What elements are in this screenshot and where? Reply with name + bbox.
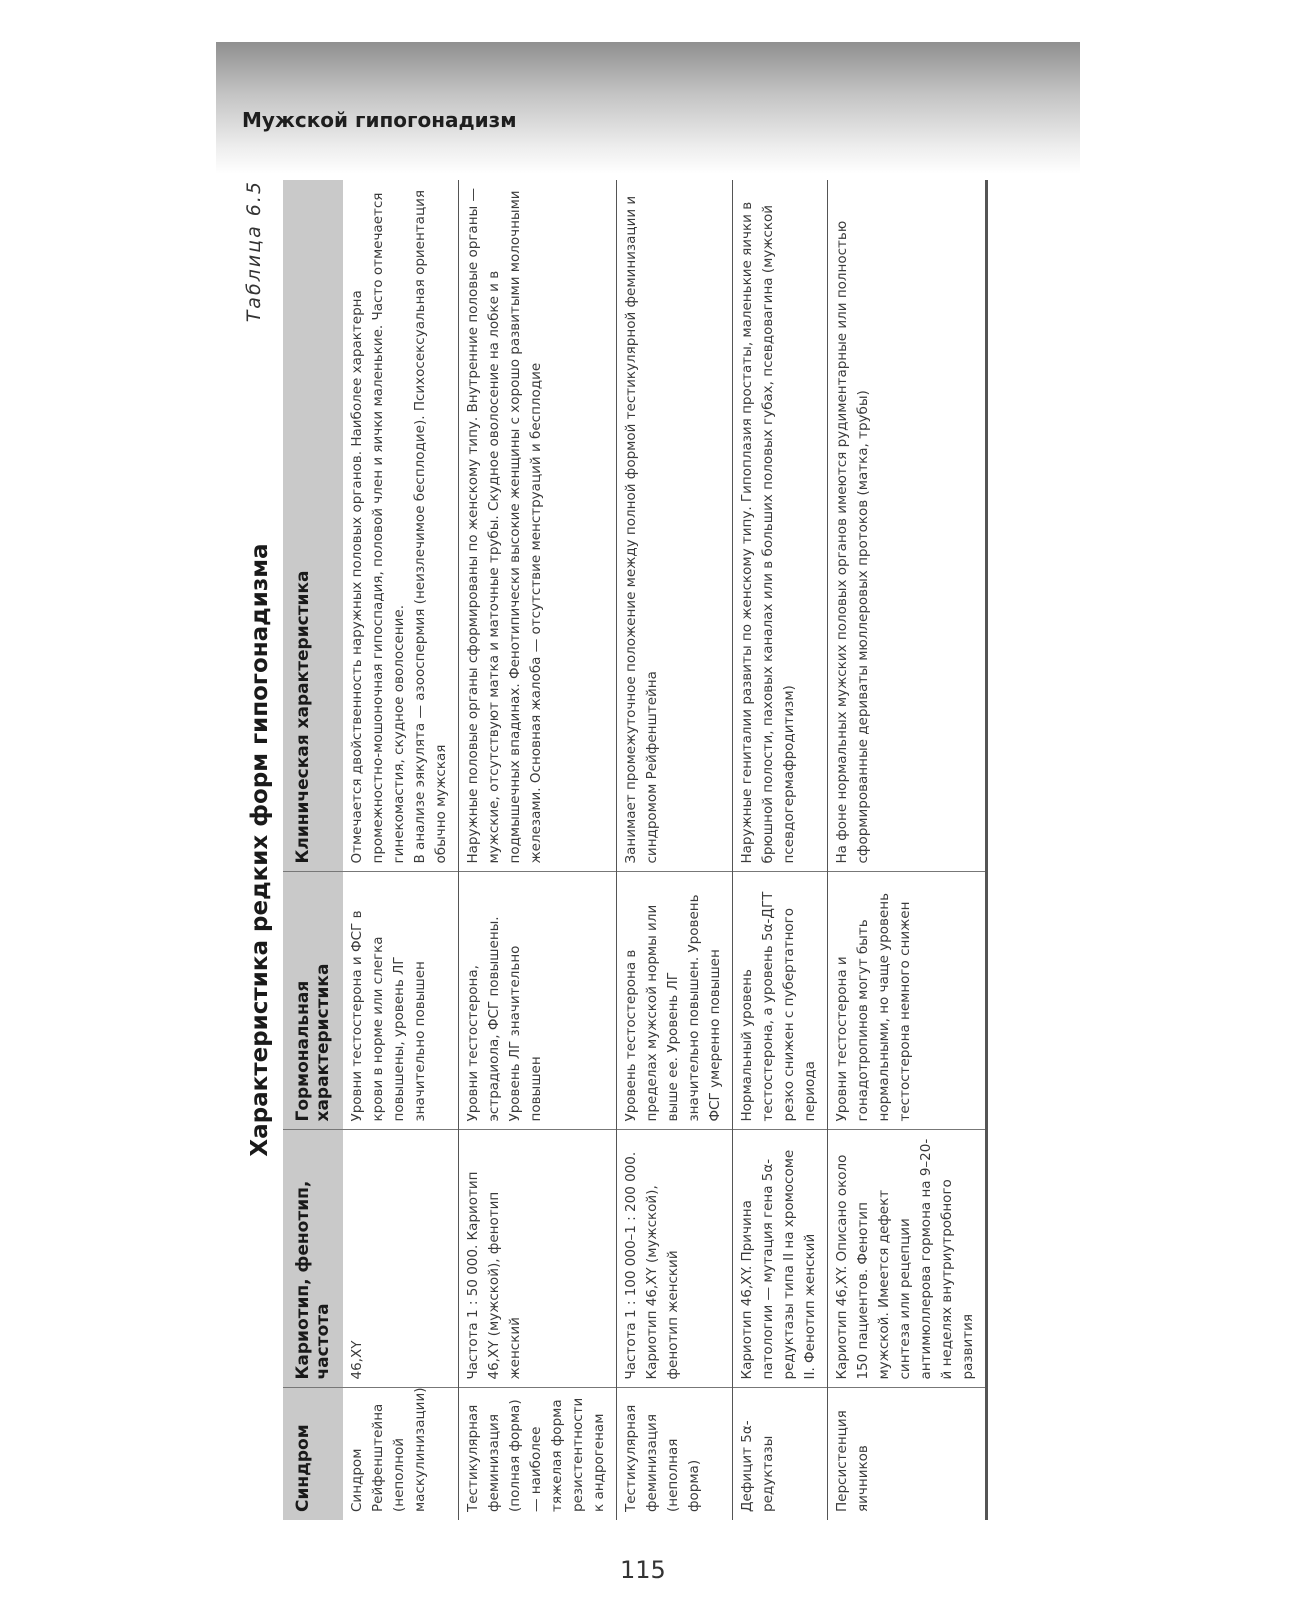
cell-syndrome: Тестикулярная феминизация (неполная форма)	[617, 1388, 733, 1520]
running-header	[216, 42, 1080, 174]
cell-hormonal: Уровни тестостерона и ФСГ в крови в норме или слегка повышены, уровень ЛГ значительно повышен	[343, 872, 459, 1130]
cell-syndrome: Синдром Рейфенштейна (неполной маскулинизации)	[343, 1388, 459, 1520]
table-row	[459, 180, 617, 1520]
cell-hormonal: Уровень тестостерона в пределах мужской нормы или выше ее. Уровень ЛГ значительно повышен. Уровень ФСГ умеренно повышен	[617, 872, 733, 1130]
data-table	[283, 180, 988, 1520]
cell-clinical: Занимает промежуточное положение между полной формой тестикулярной феминизации и синдромом Рейфенштейна	[617, 180, 733, 872]
cell-karyotype: 46,XY	[343, 1130, 459, 1388]
cell-karyotype: Кариотип 46,XY. Описано около 150 пациентов. Фенотип мужской. Имеется дефект синтеза или рецепции антимюллерова гормона на 9–20-й неделях внутриутробного развития	[828, 1130, 987, 1388]
running-header-title: Мужской гипогонадизм	[242, 108, 517, 132]
column-header-karyotype: Кариотип, фенотип, частота	[283, 1130, 343, 1388]
cell-karyotype: Кариотип 46,XY. Причина патологии — мутация гена 5α-редуктазы типа II на хромосоме II. Фенотип женский	[733, 1130, 828, 1388]
cell-hormonal: Нормальный уровень тестостерона, а уровень 5α-ДГТ резко снижен с пубертатного периода	[733, 872, 828, 1130]
table-row	[828, 180, 987, 1520]
table-row	[617, 180, 733, 1520]
cell-clinical: Наружные половые органы сформированы по женскому типу. Внутренние половые органы — мужские, отсутствуют матка и маточные трубы. Скудное оволосение на лобке и в подмышечных впадинах. Фенотипически высокие женщины с хорошо развитыми молочными железами. Основная жалоба — отсутствие менструаций и бесплодие	[459, 180, 617, 872]
clinical-line: Отмечается двойственность наружных половых органов. Наиболее характерна промежностно-мошоночная гипоспадия, половой член и яички маленькие. Часто отмечается гинекомастия, скудное оволосение.	[349, 192, 407, 864]
table-title: Характеристика редких форм гипогонадизма	[247, 543, 273, 1157]
cell-clinical: Наружные гениталии развиты по женскому типу. Гипоплазия простаты, маленькие яички в брюшной полости, паховых каналах или в больших половых губах, псевдовагина (мужской псевдогермафродитизм)	[733, 180, 828, 872]
column-header-clinical: Клиническая характеристика	[283, 180, 343, 872]
table-caption: Таблица 6.5	[243, 180, 265, 323]
column-header-syndrome: Синдром	[283, 1388, 343, 1520]
cell-clinical	[343, 180, 459, 872]
cell-hormonal: Уровни тестостерона, эстрадиола, ФСГ повышены. Уровень ЛГ значительно повышен	[459, 872, 617, 1130]
rotated-table-block	[243, 180, 1033, 1520]
column-header-hormonal: Гормональная характеристика	[283, 872, 343, 1130]
table-row	[343, 180, 459, 1520]
table-row	[733, 180, 828, 1520]
table-header-row	[283, 180, 343, 1520]
cell-syndrome: Тестикулярная феминизация (полная форма) — наиболее тяжелая форма резистентности к андрогенам	[459, 1388, 617, 1520]
page-number: 115	[620, 1556, 666, 1584]
cell-karyotype: Частота 1 : 50 000. Кариотип 46,XY (мужской), фенотип женский	[459, 1130, 617, 1388]
cell-karyotype: Частота 1 : 100 000–1 : 200 000. Кариотип 46,XY (мужской), фенотип женский	[617, 1130, 733, 1388]
cell-clinical: На фоне нормальных мужских половых органов имеются рудиментарные или полностью сформированные дериваты мюллеровых протоков (матка, трубы)	[828, 180, 987, 872]
cell-syndrome: Дефицит 5α-редуктазы	[733, 1388, 828, 1520]
clinical-line: В анализе эякулята — азооспермия (неизлечимое бесплодие). Психосексуальная ориентация обычно мужская	[412, 189, 449, 864]
cell-hormonal: Уровни тестостерона и гонадотропинов могут быть нормальными, но чаще уровень тестостерона немного снижен	[828, 872, 987, 1130]
cell-syndrome: Персистенция яичников	[828, 1388, 987, 1520]
